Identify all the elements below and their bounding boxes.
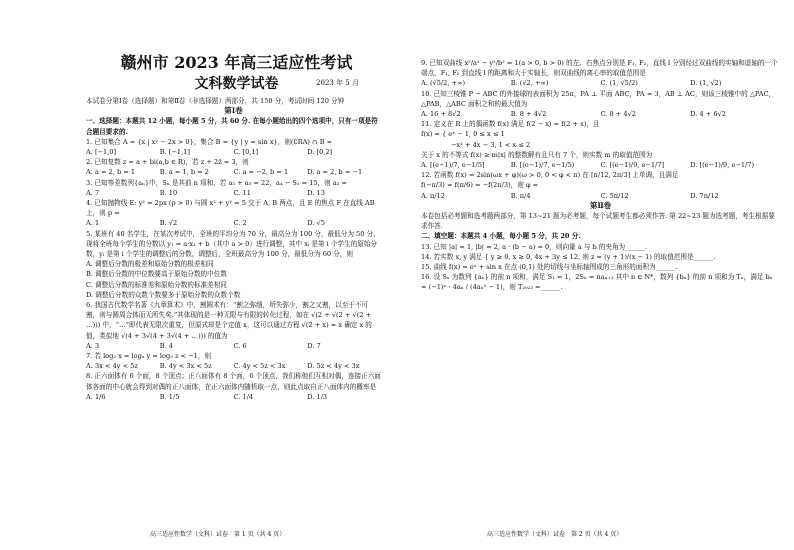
question-3: 3. 已知等差数列{aₙ}中，Sₙ 是其前 n 项和，若 a₃ + a₅ = 22，a₄ − S₁ = 15，则 a₂ = xyxy=(86,178,348,187)
q9-option-b: B. (√2, +∞) xyxy=(510,79,549,88)
q10-options xyxy=(421,109,780,119)
q5-option-d: D. 调整后分数的众数个数要多于原始分数的众数个数 xyxy=(86,290,241,299)
question-9: 9. 已知双曲线 x²/a² − y²/b² = 1(a > 0, b > 0) 的左、右焦点分别是 F₁, F₂，直线 l 分别经过双曲线的实轴和虚轴的一个端点，F₁, F₂ 到直线 l 的距离和大于实轴长，则双曲线的离心率的取值范围是 xyxy=(421,59,778,78)
q3-option-d: D. 13 xyxy=(307,188,325,197)
q7-option-b: B. 4y < 3x < 5z xyxy=(159,362,212,371)
q11-option-d: D. [(e−1)/9, e−1/7) xyxy=(690,161,755,170)
q1-option-d: D. [0,2] xyxy=(307,148,333,157)
question-2: 2. 已知复数 z = a + bi(a,b ∈ R)，若 z + 2z̄ = 3，则 xyxy=(86,158,249,167)
q7-option-a: A. 3x < 4y < 5z xyxy=(86,362,138,371)
q3-option-a: A. 7 xyxy=(86,188,100,197)
q6-options xyxy=(86,341,381,351)
section-2-heading: 第Ⅱ卷 xyxy=(589,200,612,210)
q6-option-a: A. 3 xyxy=(86,341,100,350)
q11-option-a: A. [(e−1)/7, e−1/5] xyxy=(421,161,485,170)
q9-option-d: D. (1, √2) xyxy=(690,79,722,88)
question-7: 7. 若 log₂ x = logₐ y = log₅ z < −1，则 xyxy=(86,352,212,361)
q2-option-d: D. a = 2, b = −1 xyxy=(307,168,363,177)
question-12: 12. 若函数 f(x) = 2sin(ωx + φ)(ω > 0, 0 < φ < π) 在 [π/12, 2π/3] 上单调，且满足 xyxy=(421,171,679,180)
intro: 本试卷分第Ⅰ卷（选择题）和第Ⅱ卷（非选择题）两部分，共 150 分，考试时间 120 分钟 xyxy=(86,97,345,105)
q8-option-d: D. 1/3 xyxy=(307,392,328,401)
part-2-intro: 本卷包括必考题和选考题两部分，第 13~21 题为必考题，每个试题考生都必须作答. 第 22~23 题为选考题，考生根据要求作答. xyxy=(421,212,775,231)
question-1: 1. 已知集合 A = {x | x² − 2x > 0}，集合 B = {y | y = sin x}，则(∁RA) ∩ B = xyxy=(86,137,333,146)
q7-option-d: D. 5z < 4y < 3x xyxy=(307,362,360,371)
q3-options xyxy=(86,188,381,198)
question-14: 14. 若实数 x, y 满足 { y ≥ 0, x ≥ 0, 4x + 3y ≤ 12, 则 z = (y + 1)/(x − 1) 的取值范围是______. xyxy=(421,252,716,261)
q12-option-b: B. π/4 xyxy=(510,191,531,200)
q11-piecewise-1: f(x) = { eˣ − 1, 0 ≤ x ≤ 1 xyxy=(421,130,505,139)
q5-option-c: C. 调整后分数的标准差和原始分数的标准差相同 xyxy=(86,280,227,289)
q5-option-a: A. 调整后分数的极差和原始分数的极差相同 xyxy=(86,260,214,269)
q2-options xyxy=(86,167,381,177)
q7-options xyxy=(86,361,381,371)
q10-option-c: C. 8 + 4√2 xyxy=(600,110,637,119)
question-5: 5. 某班有 40 名学生，在某次考试中，全班的平均分为 70 分，最高分为 100 分，最低分为 50 分，现将全班每个学生的分数以 y₁ = a·x₁ + b（其中 a > 0）进行调整，其中 xᵢ 是第 i 个学生的原始分数，yᵢ 是第 i 个学生的调整后的分数，调整后，全班最高分为 100 分，最低分为 60 分，则 xyxy=(86,229,380,259)
part-2-title: 二、填空题：本题共 4 小题，每小题 5 分，共 20 分. xyxy=(421,232,581,241)
q1-option-c: C. [0,1] xyxy=(233,148,259,157)
q8-option-a: A. 1/6 xyxy=(86,392,106,401)
right-page xyxy=(397,0,794,550)
exam-title: 赣州市 2023 年高三适应性考试 xyxy=(120,53,353,72)
q10-option-d: D. 4 + 6√2 xyxy=(690,110,726,119)
question-13: 13. 已知 |a| = 1, |b| = 2, a · (b − a) = 0，则向量 a 与 b 的夹角为______. xyxy=(421,242,648,251)
q11-option-b: B. [(e−1)/7, e−1/5) xyxy=(510,161,575,170)
q9-option-a: A. (√5/2, +∞) xyxy=(421,79,466,88)
q8-option-c: C. 1/4 xyxy=(233,392,254,401)
q8-options xyxy=(86,392,381,402)
q1-option-a: A. [−1,0] xyxy=(86,148,117,157)
q2-option-a: A. a = 2, b = 1 xyxy=(86,168,136,177)
q6-option-b: B. 4 xyxy=(159,341,173,350)
question-10: 10. 已知三棱锥 P − ABC 的外接球的表面积为 25π，PA ⊥ 平面 ABC，PA = 3，AB ⊥ AC，则该三棱锥中的 △PAC，△PAB，△ABC 面积之和的最大值为 xyxy=(421,89,776,108)
right-footer: 高三适应性数学（文科）试卷 第 2 页（共 4 页） xyxy=(487,531,623,538)
question-4: 4. 已知抛物线 E: y² = 2px (p > 0) 与圆 x² + y² = 5 交于 A, B 两点，且 E 的焦点 F 在直线 AB 上，则 p = xyxy=(86,199,375,218)
q3-option-b: B. 10 xyxy=(159,188,178,197)
q12-options xyxy=(421,191,780,201)
q8-option-b: B. 1/5 xyxy=(159,392,180,401)
q11-piecewise-2: −x² + 4x − 3, 1 < x ≤ 2 xyxy=(451,140,531,149)
q9-option-c: C. (1, √5/2) xyxy=(600,79,638,88)
q4-option-b: B. √2 xyxy=(159,219,178,228)
q11-option-c: C. [(e−1)/9, e−1/7] xyxy=(600,161,665,170)
exam-subtitle: 文科数学试卷 xyxy=(194,76,279,92)
q11-options xyxy=(421,160,780,170)
q12-option-a: A. π/12 xyxy=(421,191,445,200)
section-1-heading: 第Ⅰ卷 xyxy=(224,106,243,116)
q4-option-a: A. 1 xyxy=(86,219,100,228)
question-8: 8. 正六面体有 6 个面，8 个顶点；正八面体有 8 个面，6 个顶点，我们称他们互相对偶，连接正六面体各面的中心就会得到对偶的正八面体，在正六面体内随机取一点，则此点取自正八面体内的概率是 xyxy=(86,372,381,391)
q7-option-c: C. 4y < 5z < 3x xyxy=(233,362,286,371)
q9-options xyxy=(421,78,780,88)
q12-condition: f(−π/3) = f(π/6) = −f(2π/3)，则 φ = xyxy=(421,181,539,190)
left-footer: 高三适应性数学（文科）试卷 第 1 页（共 4 页） xyxy=(150,531,286,538)
question-11: 11. 定义在 R 上的偶函数 f(x) 满足 f(2 − x) = f(2 + x)，且 xyxy=(421,120,600,129)
right-body xyxy=(421,58,780,293)
q1-option-b: B. [−1,1] xyxy=(159,148,190,157)
q10-option-b: B. 8 + 4√2 xyxy=(510,110,547,119)
question-6: 6. 我国古代数学名著《九章算术》中，割圆术有：“割之弥细，所失弥少，割之又割，以至于不可割，则与圆周合体而无所失矣.”其体现的是一种无限与有限的转化过程，如在 √(2 + √(2 + √(2 + …))) 中，“…”即代表无限次重复，但原式却是个定值 x，这可以通过方程 √(2 + x) = x 确定 x 的值，类似地 √(4 + 3√(4 + 3√(4 + …))) 的值为 xyxy=(86,301,372,340)
exam-date: 2023 年 5 月 xyxy=(316,79,359,87)
q4-option-c: C. 2 xyxy=(233,219,247,228)
q10-option-a: A. 16 + 8√2 xyxy=(421,110,461,119)
q12-option-c: C. 5π/12 xyxy=(600,191,629,200)
q4-options xyxy=(86,218,381,228)
question-16: 16. 设 Sₙ 为数列 {aₙ} 的前 n 项和，满足 S₁ = 1，2Sₙ = naₙ₊₁ 其中 n ∈ N*，数列 {bₙ} 的前 n 项和为 Tₙ，满足 bₙ = (−1)ⁿ · 4aₙ / (4aₙ² − 1)，则 T₂₀₂₃ =______. xyxy=(421,273,773,292)
q6-option-d: D. 7 xyxy=(307,341,321,350)
question-15: 15. 曲线 f(x) = eˣ + sin x 在点 (0,1) 处的切线与坐标轴围成的三角形的面积为______. xyxy=(421,263,678,272)
q11-tail: 关于 x 的不等式 f(x) ≥ m|x| 的整数解有且只有 7 个，则实数 m 的取值范围为 xyxy=(421,150,653,159)
left-body xyxy=(86,96,381,402)
q2-option-c: C. a = −2, b = 1 xyxy=(233,168,289,177)
q3-option-c: C. 11 xyxy=(233,188,251,197)
part-1-title: 一、选择题：本题共 12 小题，每小题 5 分，共 60 分. 在每小题给出的四个选项中，只有一项是符合题目要求的. xyxy=(86,117,378,136)
q4-option-d: D. √5 xyxy=(307,219,325,228)
q5-option-b: B. 调整后分数的中位数要高于原始分数的中位数 xyxy=(86,270,227,279)
q1-options xyxy=(86,147,381,157)
q12-option-d: D. 7π/12 xyxy=(690,191,719,200)
q2-option-b: B. a = 1, b = 2 xyxy=(159,168,209,177)
q6-option-c: C. 6 xyxy=(233,341,247,350)
